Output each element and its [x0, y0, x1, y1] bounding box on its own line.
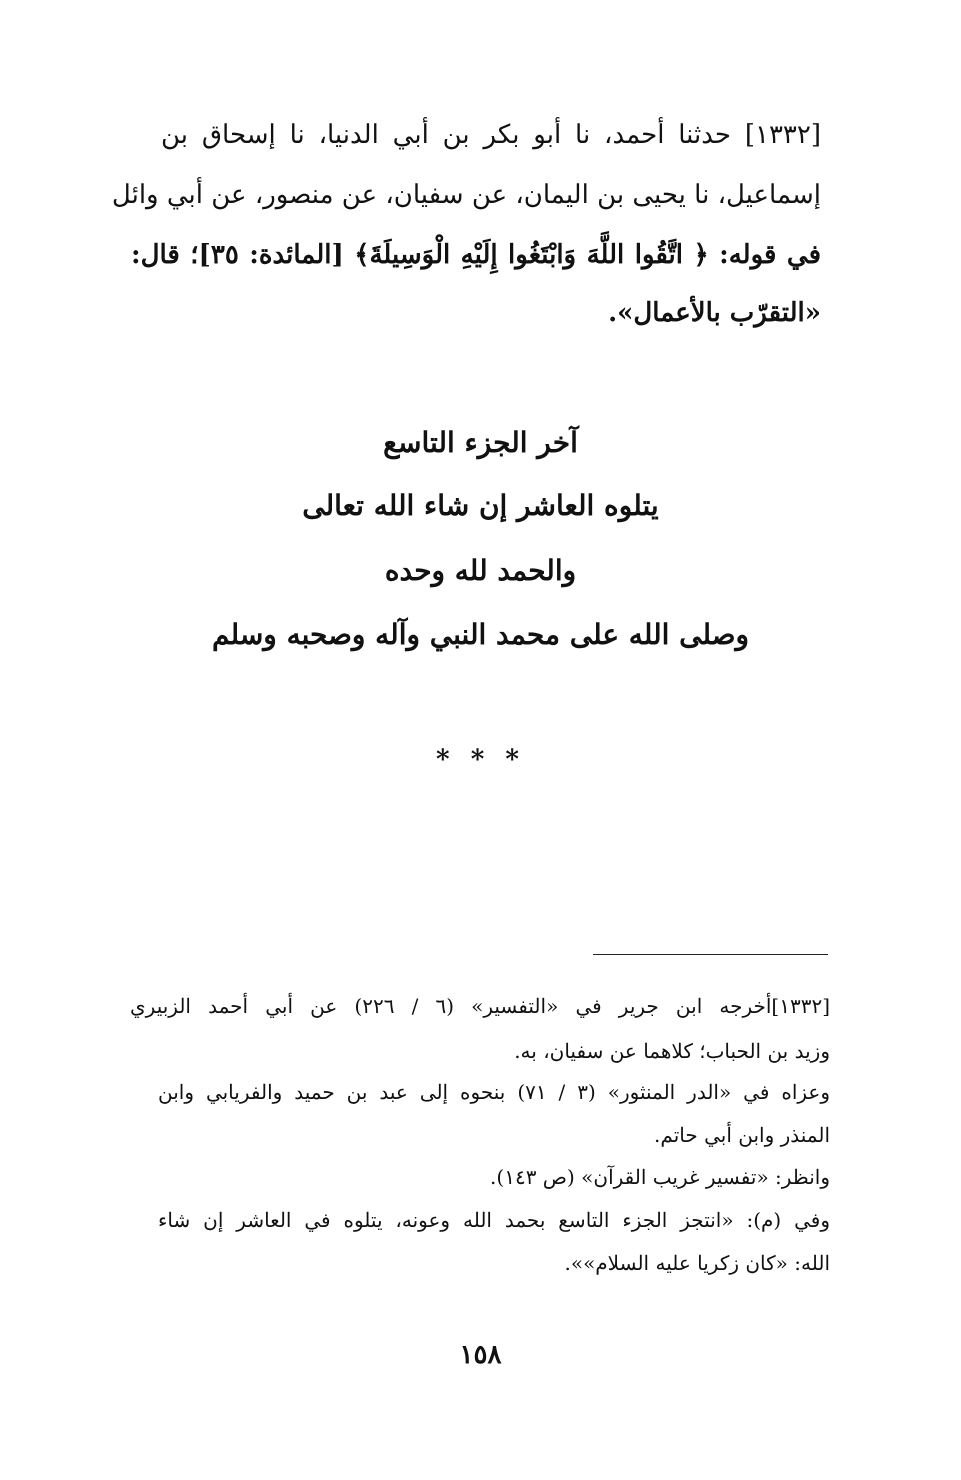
page-number: ١٥٨ [459, 1340, 502, 1370]
footnote-line-4: المنذر وابن أبي حاتم. [654, 1123, 830, 1147]
footnote-rule [593, 954, 828, 955]
footnote-line-5: وانظر: «تفسير غريب القرآن» (ص ١٤٣). [490, 1165, 830, 1189]
hadith-line-2: إسماعيل، نا يحيى بن اليمان، عن سفيان، عن منصور، عن أبي وائل [111, 180, 821, 210]
hadith-line-3: في قوله: ﴿ اتَّقُوا اللَّهَ وَابْتَغُوا إِلَيْهِ الْوَسِيلَةَ﴾ [المائدة: ٣٥]؛ قال: [131, 240, 822, 270]
colophon-end-of-part: آخر الجزء التاسع [383, 426, 578, 459]
footnote-line-7: الله: «كان زكريا عليه السلام»». [564, 1251, 830, 1275]
footnote-line-6: وفي (م): «انتجز الجزء التاسع بحمد الله وعونه، يتلوه في العاشر إن شاء [158, 1208, 830, 1232]
hadith-line-1: [١٣٣٢] حدثنا أحمد، نا أبو بكر بن أبي الدنيا، نا إسحاق بن [161, 120, 821, 150]
footnote-line-1: [١٣٣٢]أخرجه ابن جرير في «التفسير» (٦ / ٢٢٦) عن أبي أحمد الزبيري [130, 994, 831, 1018]
hadith-line-4: «التقرّب بالأعمال». [608, 298, 821, 328]
colophon-next-part: يتلوه العاشر إن شاء الله تعالى [302, 489, 659, 522]
section-separator: * * * [436, 745, 525, 775]
footnote-line-3: وعزاه في «الدر المنثور» (٣ / ٧١) بنحوه إلى عبد بن حميد والفريابي وابن [158, 1080, 830, 1104]
footnote-line-2: وزيد بن الحباب؛ كلاهما عن سفيان، به. [514, 1039, 830, 1063]
colophon-praise: والحمد لله وحده [384, 554, 577, 587]
colophon-blessing: وصلى الله على محمد النبي وآله وصحبه وسلم [211, 618, 750, 651]
